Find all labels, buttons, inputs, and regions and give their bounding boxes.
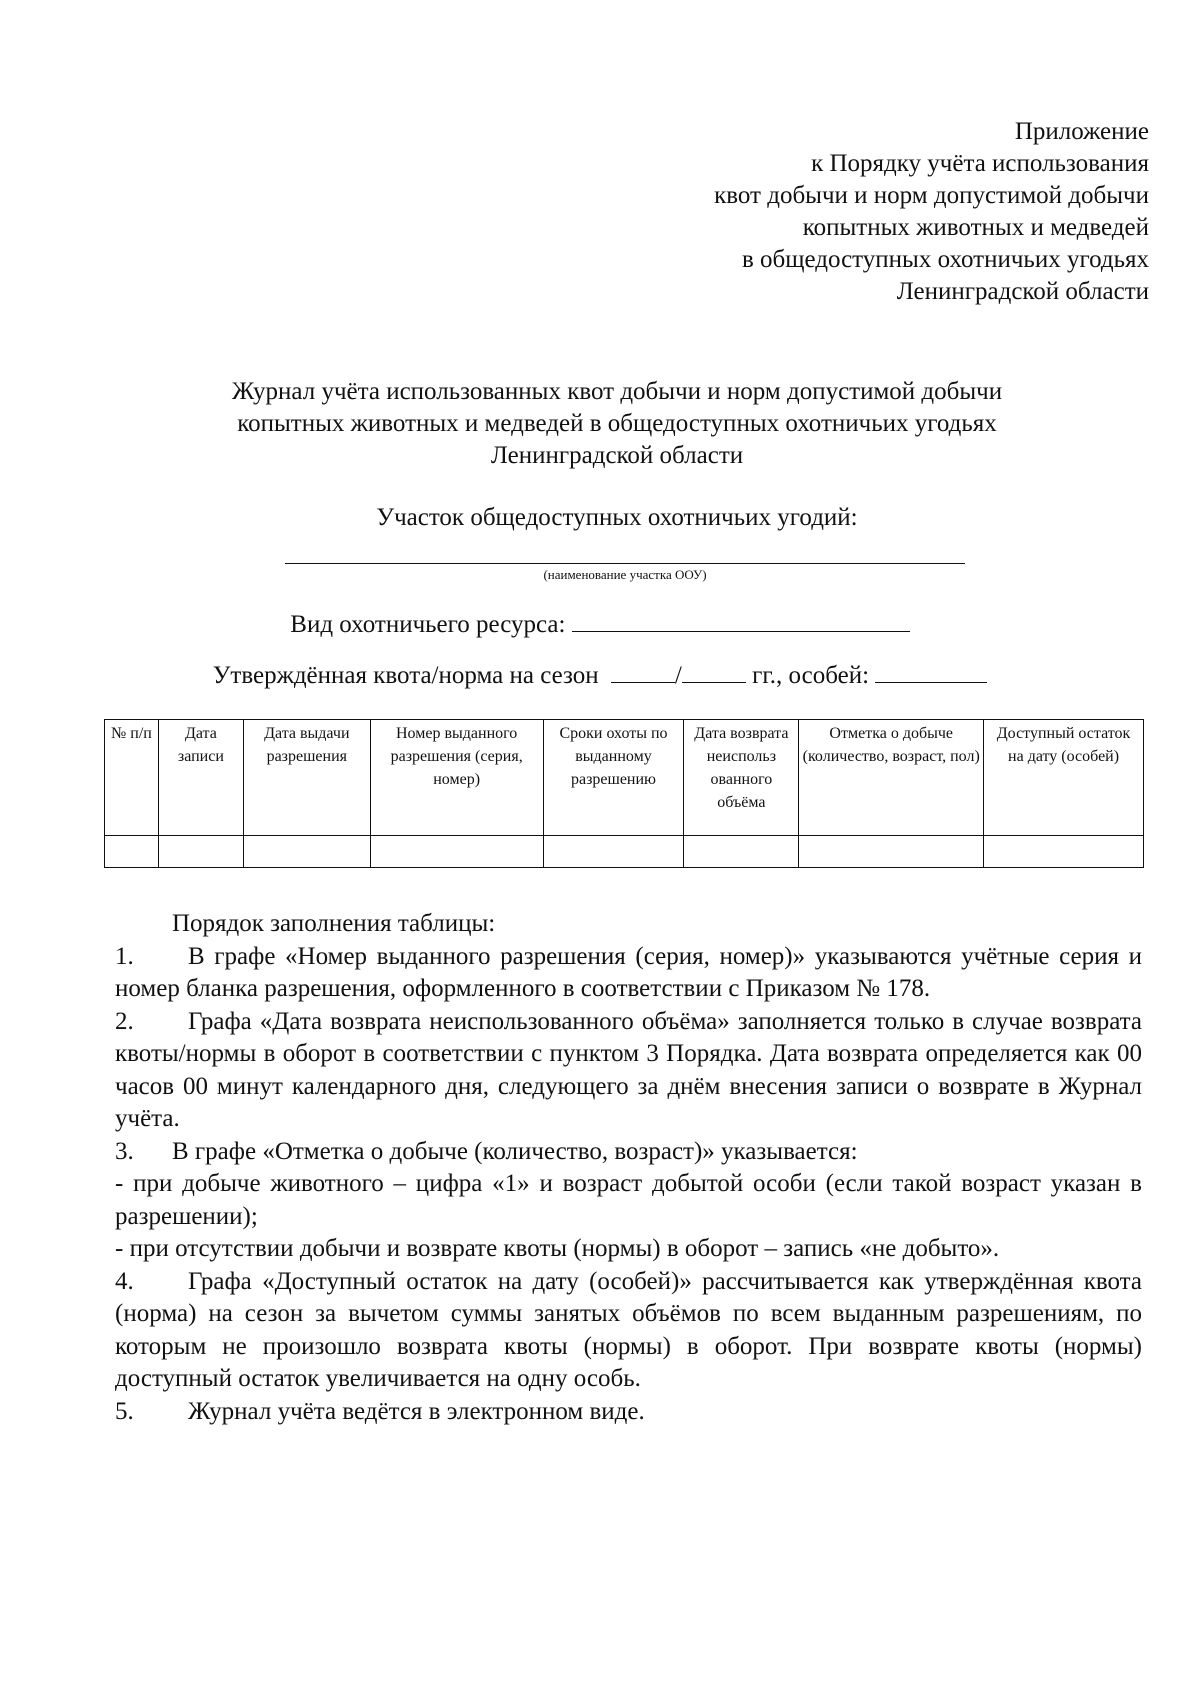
table-cell[interactable] [799,836,984,868]
season-start-blank[interactable] [611,656,675,683]
item-text: Графа «Дата возврата неиспользованного объёма» заполняется только в случае возврата квоты/нормы в оборот в соответствии с пунктом 3 Порядка. Дата возврата определяется как 00 часов 00 минут календарного дня, следующего за днём внесения записи о возврате в Журнал учёта. [115,1007,1142,1132]
column-header: № п/п [105,720,159,836]
appendix-line: копытных животных и медведей [802,214,1149,241]
instruction-item [115,941,1142,1006]
column-header: Дата возврата неиспольз ованного объёма [684,720,799,836]
instruction-subitem: - при добыче животного – цифра «1» и возраст добытой особи (если такой возраст указан в разрешении); [115,1170,1142,1230]
table-cell[interactable] [105,836,159,868]
item-text: В графе «Отметка о добыче (количество, возраст)» указывается: [172,1137,858,1165]
item-text: Журнал учёта ведётся в электронном виде. [188,1397,645,1425]
table-cell[interactable] [684,836,799,868]
item-text: Графа «Доступный остаток на дату (особей)» рассчитывается как утверждённая квота (норма) на сезон за вычетом суммы занятых объёмов по всем выданным разрешениям, по которым не произошло возврата квоты (нормы) в оборот. При возврате квоты (нормы) доступный остаток увеличивается на одну особь. [115,1267,1142,1392]
resource-blank[interactable] [572,605,910,632]
instruction-item [115,1006,1142,1136]
section-label: Участок общедоступных охотничьих угодий: [376,504,858,531]
instruction-subitem: - при отсутствии добычи и возврате квоты (нормы) в оборот – запись «не добыто». [115,1235,1000,1262]
table-cell[interactable] [370,836,543,868]
appendix-line: Приложение [1014,118,1149,145]
title-line: копытных животных и медведей в общедоступных охотничьих угодьях [237,410,997,437]
table-header-row [105,720,1144,836]
item-text: В графе «Номер выданного разрешения (серия, номер)» указываются учётные серия и номер бланка разрешения, оформленного в соответствии с Приказом № 178. [115,942,1142,1002]
resource-row [0,605,1200,641]
item-number: 1. [115,942,134,970]
column-header: Отметка о добыче (количество, возраст, пол) [799,720,984,836]
quota-prefix: Утверждённая квота/норма на сезон [212,662,599,689]
appendix-line: к Порядку учёта использования [811,150,1149,177]
resource-label: Вид охотничьего ресурса: [290,611,566,638]
quota-suffix: гг., особей: [752,662,870,689]
section-name-caption: (наименование участка ООУ) [543,567,707,582]
instruction-item [115,1266,1142,1396]
quota-separator: / [674,662,682,689]
table-cell[interactable] [543,836,684,868]
journal-table [104,719,1144,868]
table-cell[interactable] [243,836,370,868]
table-cell[interactable] [158,836,243,868]
item-number: 3. [115,1137,134,1165]
appendix-line: Ленинградской области [896,278,1149,305]
appendix-header [714,116,1149,308]
item-number: 5. [115,1397,134,1425]
instructions [115,908,1142,1428]
item-number: 4. [115,1267,134,1295]
column-header: Дата выдачи разрешения [243,720,370,836]
appendix-line: в общедоступных охотничьих угодьях [741,246,1149,273]
table-cell[interactable] [984,836,1144,868]
column-header: Дата записи [158,720,243,836]
column-header: Номер выданного разрешения (серия, номер) [370,720,543,836]
instruction-item [115,1136,1142,1169]
title-line: Ленинградской области [490,442,744,469]
instructions-heading: Порядок заполнения таблицы: [172,910,496,937]
title-line: Журнал учёта использованных квот добычи и норм допустимой добычи [231,378,1003,405]
journal-title [150,376,1084,472]
instruction-item [115,1396,1142,1429]
appendix-line: квот добычи и норм допустимой добычи [714,182,1149,209]
quota-count-blank[interactable] [875,656,987,683]
item-number: 2. [115,1007,134,1035]
season-end-blank[interactable] [682,656,746,683]
section-name-line[interactable] [285,563,965,564]
quota-row [0,656,1200,692]
column-header: Сроки охоты по выданному разрешению [543,720,684,836]
table-row [105,836,1144,868]
column-header: Доступный остаток на дату (особей) [984,720,1144,836]
